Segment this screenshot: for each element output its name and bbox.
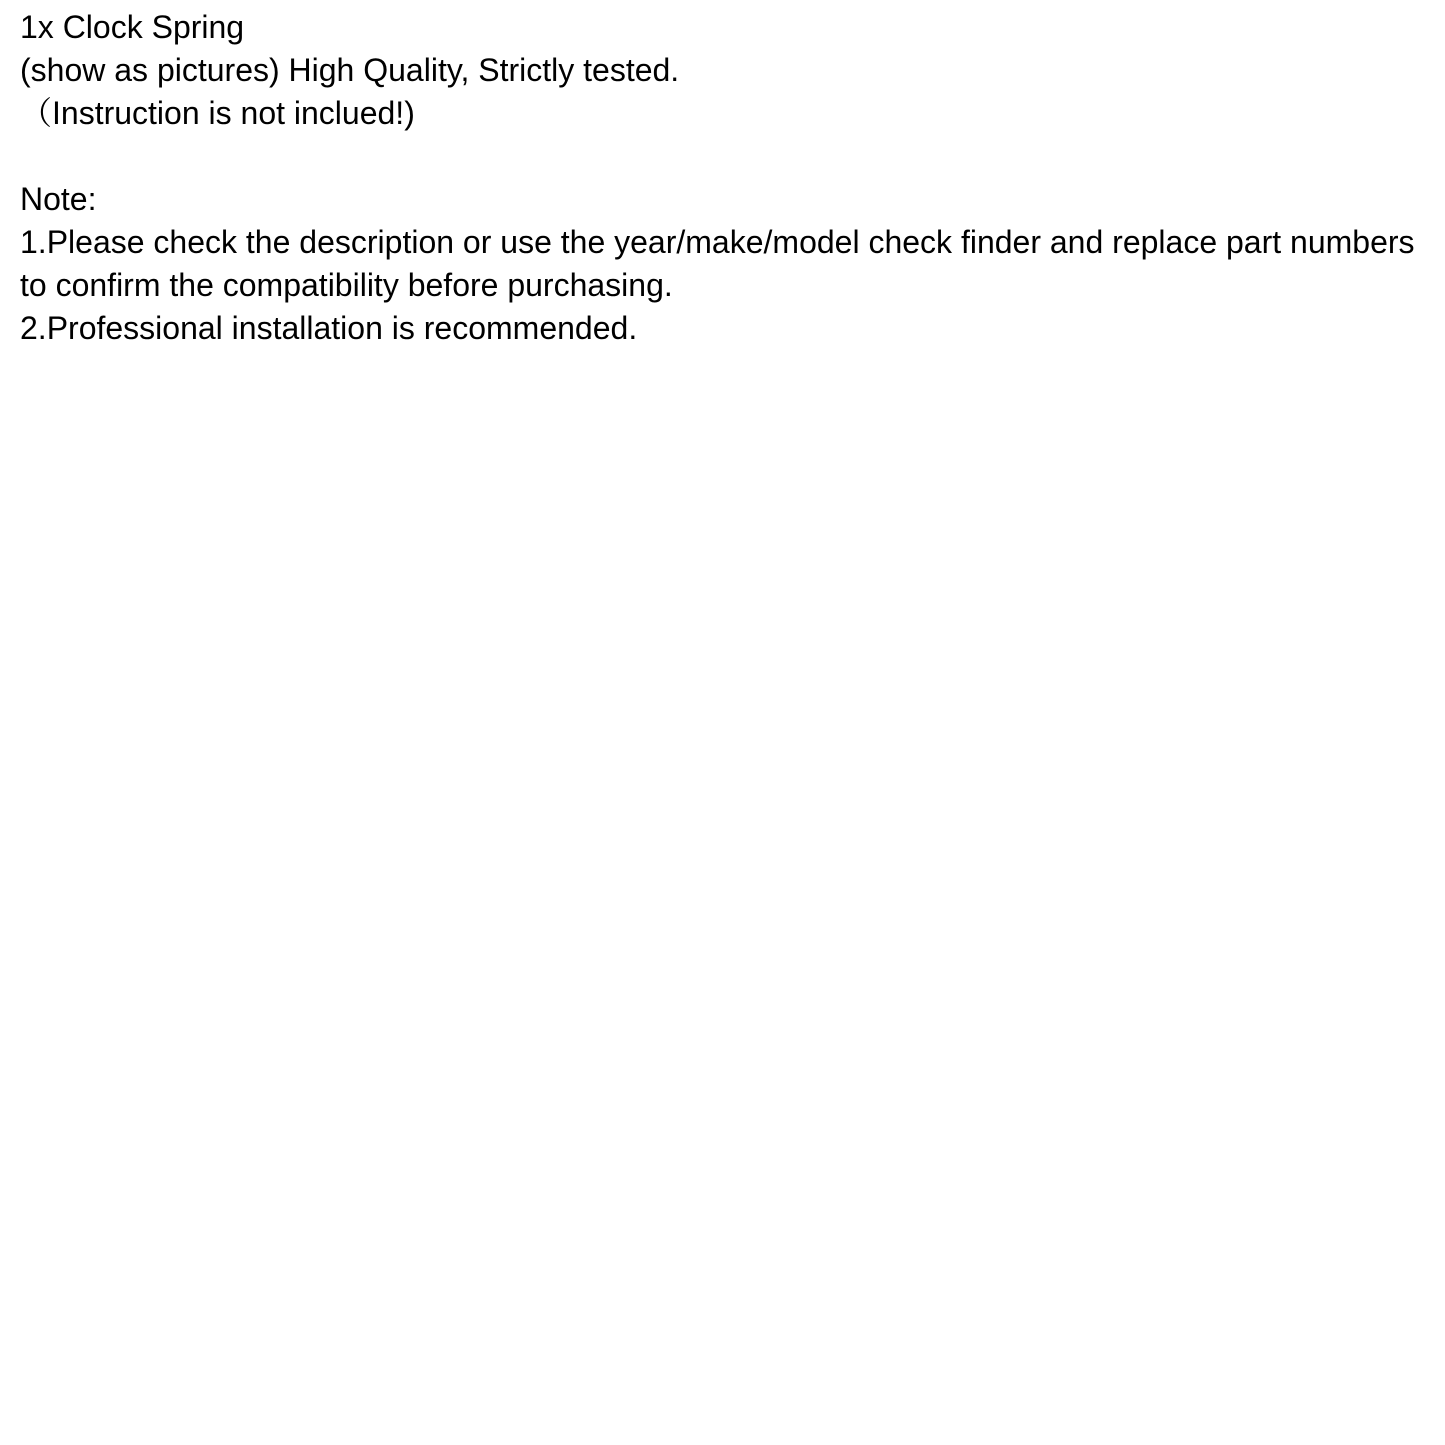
- note-item-1-line-2: to confirm the compatibility before purchasing.: [20, 267, 673, 303]
- product-quality-line: (show as pictures) High Quality, Strictly tested.: [20, 52, 680, 88]
- note-item-2: 2.Professional installation is recommended.: [20, 310, 638, 346]
- instruction-notice-line: （Instruction is not inclued!): [20, 95, 415, 131]
- note-heading: Note:: [20, 181, 97, 217]
- product-quantity-line: 1x Clock Spring: [20, 9, 245, 45]
- blank-line: [20, 135, 1441, 178]
- note-item-1-line-1: 1.Please check the description or use the year/make/model check finder and replace part numbers: [20, 224, 1415, 260]
